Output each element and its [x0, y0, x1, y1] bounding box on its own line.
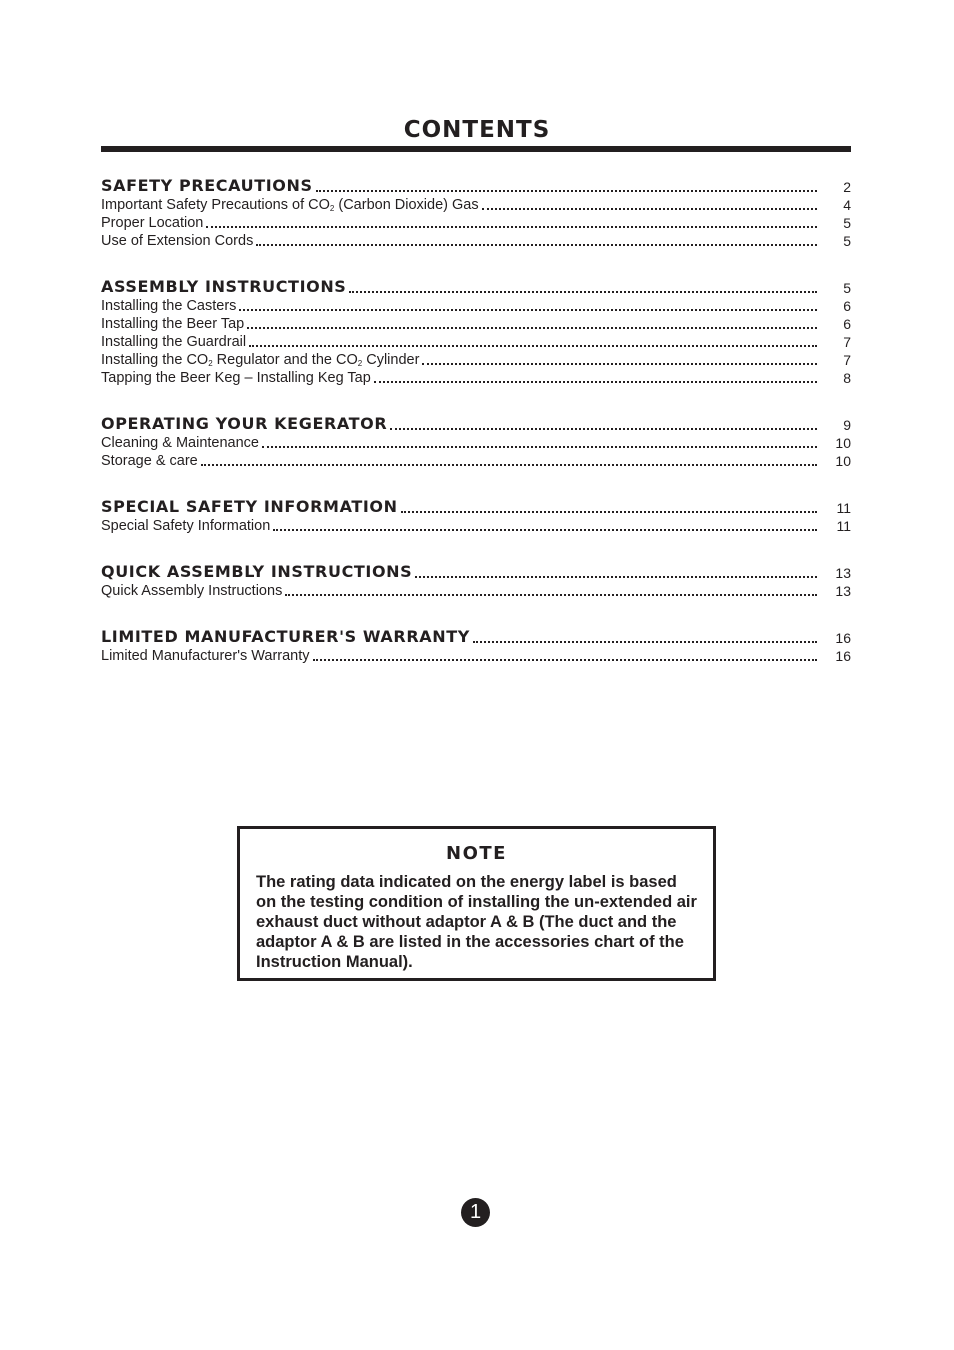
- note-box: [237, 826, 716, 981]
- contents-title: CONTENTS: [403, 117, 551, 143]
- leader-dots: [262, 445, 817, 448]
- toc-heading[interactable]: [101, 623, 851, 646]
- toc-item[interactable]: [101, 296, 851, 314]
- toc-item[interactable]: [101, 350, 851, 368]
- leader-dots: [273, 528, 817, 531]
- toc-item[interactable]: [101, 314, 851, 332]
- toc-item-label: Storage & care: [101, 453, 198, 469]
- leader-dots: [349, 290, 817, 293]
- toc-page-number: 7: [843, 352, 851, 368]
- leader-dots: [482, 207, 817, 210]
- toc-item-label: Cleaning & Maintenance: [101, 435, 259, 451]
- toc-page-number: 13: [835, 583, 851, 599]
- toc-section-operating: [101, 410, 851, 469]
- leader-dots: [249, 344, 817, 347]
- toc-page-number: 5: [843, 215, 851, 231]
- toc-section-special-safety: [101, 493, 851, 534]
- toc-page-number: 13: [835, 565, 851, 581]
- toc-item[interactable]: [101, 646, 851, 664]
- toc-heading-label: SPECIAL SAFETY INFORMATION: [101, 497, 398, 516]
- toc-heading[interactable]: [101, 558, 851, 581]
- toc-item-label: Special Safety Information: [101, 518, 271, 534]
- toc-heading[interactable]: [101, 410, 851, 433]
- toc-page-number: 9: [843, 417, 851, 433]
- leader-dots: [239, 308, 817, 311]
- toc-page-number: 11: [836, 500, 851, 516]
- toc-item-label: Installing the Beer Tap: [101, 316, 245, 332]
- table-of-contents: [101, 172, 851, 688]
- toc-item-label: Important Safety Precautions of $CO_2$ (Carbon Dioxide) Gas: [101, 197, 479, 213]
- toc-item[interactable]: [101, 433, 851, 451]
- toc-item[interactable]: [101, 516, 851, 534]
- leader-dots: [201, 463, 817, 466]
- toc-heading-label: ASSEMBLY INSTRUCTIONS: [101, 277, 347, 296]
- toc-section-assembly-instructions: [101, 273, 851, 386]
- toc-item[interactable]: [101, 231, 851, 249]
- toc-page-number: 6: [843, 298, 851, 314]
- toc-item-label: Use of Extension Cords: [101, 233, 254, 249]
- toc-item[interactable]: [101, 368, 851, 386]
- toc-page-number: 16: [835, 630, 851, 646]
- toc-page-number: 11: [836, 518, 851, 534]
- toc-item-label: Quick Assembly Instructions: [101, 583, 283, 599]
- toc-section-warranty: [101, 623, 851, 664]
- toc-heading[interactable]: [101, 172, 851, 195]
- toc-page-number: 16: [835, 648, 851, 664]
- toc-page-number: 2: [843, 179, 851, 195]
- leader-dots: [401, 510, 817, 513]
- toc-item[interactable]: [101, 332, 851, 350]
- leader-dots: [316, 189, 817, 192]
- toc-section-quick-assembly: [101, 558, 851, 599]
- page-number-badge: 1: [461, 1198, 490, 1227]
- title-rule: [101, 146, 851, 152]
- note-title: NOTE: [446, 843, 507, 864]
- toc-page-number: 4: [843, 197, 851, 213]
- toc-item[interactable]: [101, 195, 851, 213]
- toc-item-label: Installing the Guardrail: [101, 334, 247, 350]
- toc-heading-label: LIMITED MANUFACTURER'S WARRANTY: [101, 627, 470, 646]
- toc-heading-label: SAFETY PRECAUTIONS: [101, 176, 313, 195]
- toc-item[interactable]: [101, 213, 851, 231]
- leader-dots: [374, 380, 817, 383]
- leader-dots: [415, 575, 817, 578]
- leader-dots: [256, 243, 817, 246]
- toc-page-number: 7: [843, 334, 851, 350]
- toc-page-number: 6: [843, 316, 851, 332]
- leader-dots: [206, 225, 817, 228]
- leader-dots: [313, 658, 817, 661]
- toc-item[interactable]: [101, 451, 851, 469]
- toc-item-label: Installing the Casters: [101, 298, 237, 314]
- leader-dots: [422, 362, 817, 365]
- toc-heading[interactable]: [101, 273, 851, 296]
- leader-dots: [247, 326, 817, 329]
- toc-heading[interactable]: [101, 493, 851, 516]
- toc-item[interactable]: [101, 581, 851, 599]
- toc-item-label: Proper Location: [101, 215, 204, 231]
- leader-dots: [285, 593, 817, 596]
- leader-dots: [473, 640, 817, 643]
- toc-heading-label: OPERATING YOUR KEGERATOR: [101, 414, 388, 433]
- toc-item-label: Tapping the Beer Keg – Installing Keg Tap: [101, 370, 371, 386]
- leader-dots: [390, 427, 817, 430]
- toc-item-label: Installing the $CO_2$ Regulator and the $CO_2$ Cylinder: [101, 352, 420, 368]
- toc-heading-label: QUICK ASSEMBLY INSTRUCTIONS: [101, 562, 413, 581]
- note-text: The rating data indicated on the energy label is based on the testing condition of installing the un-extended air exhaust duct without adaptor A & B (The duct and the adaptor A & B are listed in the accessories chart of the Instruction Manual).: [256, 873, 697, 971]
- toc-section-safety-precautions: [101, 172, 851, 249]
- toc-page-number: 10: [835, 435, 851, 451]
- toc-page-number: 5: [843, 280, 851, 296]
- toc-page-number: 10: [835, 453, 851, 469]
- toc-page-number: 5: [843, 233, 851, 249]
- toc-page-number: 8: [843, 370, 851, 386]
- toc-item-label: Limited Manufacturer's Warranty: [101, 648, 310, 664]
